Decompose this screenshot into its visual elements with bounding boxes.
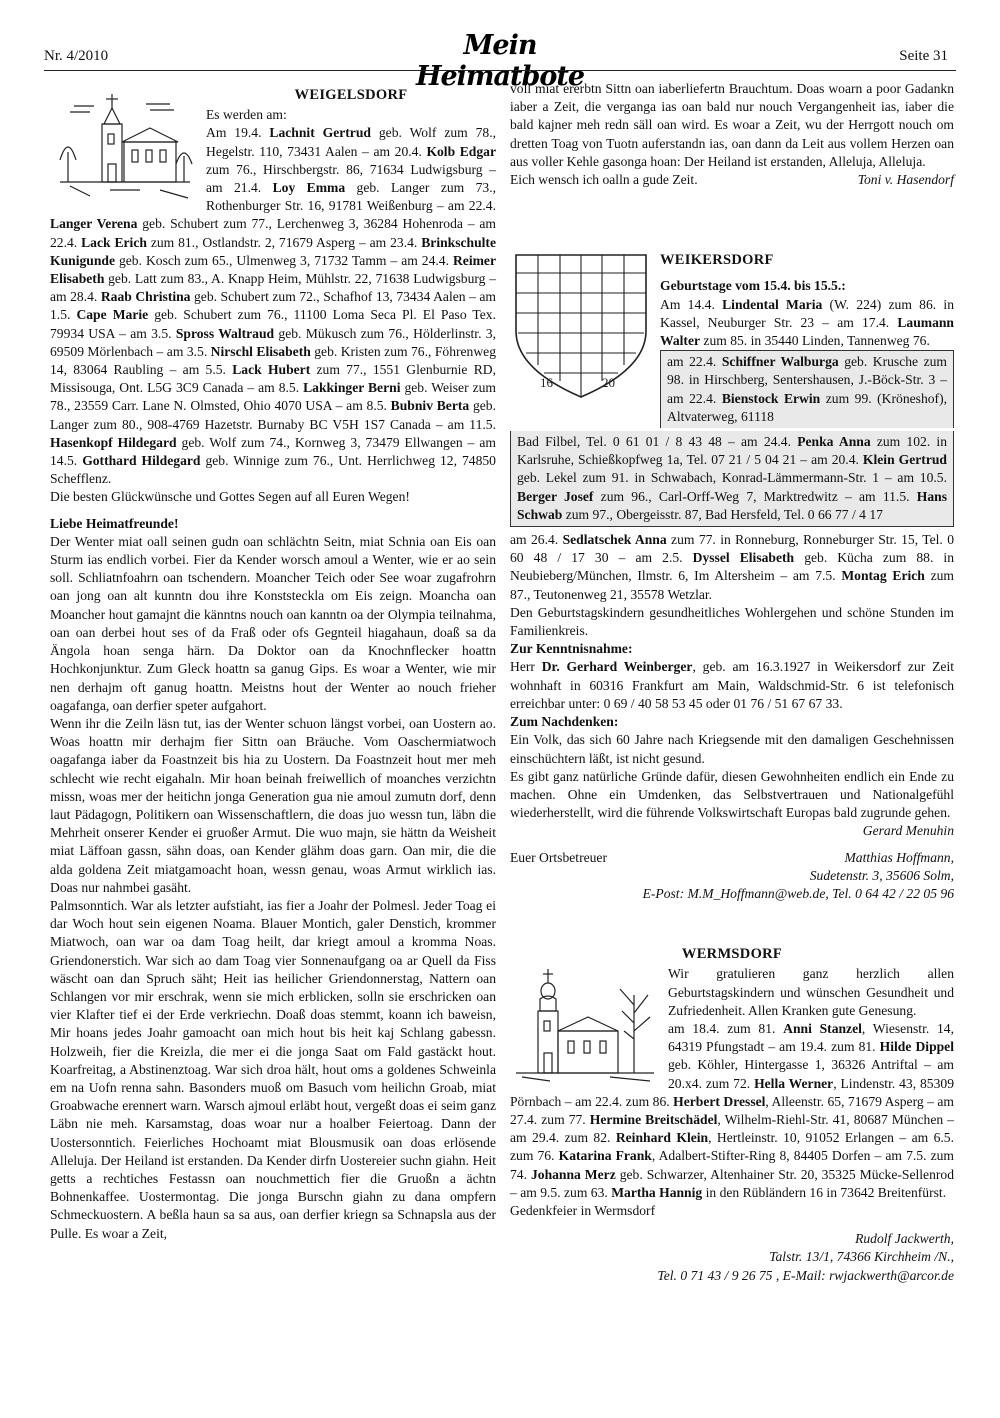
- heimatfreunde-signature: [510, 171, 954, 189]
- person-name: Lachnit Gertrud: [269, 125, 371, 141]
- person-name: Brinkschulte Kunigunde: [50, 234, 496, 268]
- nachdenken-paragraph: Es gibt ganz natürliche Gründe dafür, diesen Gewohnheiten endlich ein Ende zu machen. Ohne ein Umdenken, das Selbstvertrauen und Nationalgefühl wiederherstellt, wird die führende Volkswirtschaft Europas bald zugrunde gehen.: [510, 768, 954, 821]
- weigelsdorf-birthdays: Am 19.4. Lachnit Gertrud geb. Wolf zum 78., Hegelstr. 110, 73431 Aalen – am 20.4. Kolb Edgar zum 76., Hirschbergstr. 86, 71634 Ludwigsburg – am 21.4. Loy Emma geb. Langer zum 73., Rothenburger Str. 16, 91781 Weißenburg – am 22.4. Langer Verena geb. Schubert zum 77., Lerchenweg 3, 36284 Hohenroda – am 22.4. Lack Erich zum 81., Ostlandstr. 2, 71679 Asperg – am 23.4. Brinkschulte Kunigunde geb. Kosch zum 65., Ulmenweg 3, 71732 Tamm – am 24.4. Reimer Elisabeth geb. Latt zum 83., A. Knapp Heim, Mühlstr. 22, 71638 Ludwigsburg – am 28.4. Raab Christina geb. Schubert zum 72., Schafhof 13, 73434 Aalen – am 1.5. Cape Marie geb. Schubert zum 76., 11100 Loma Seca Pl. El Paso Tex. 79934 USA – am 3.5. Spross Waltraud geb. Mükusch zum 76., Hölderlinstr. 3, 69509 Mörlenbach – am 3.5. Nirschl Elisabeth geb. Kristen zum 76., Föhrenweg 14, 83064 Raubling – am 5.5. Lack Hubert zum 77., 1551 Glenburnie RD, Missisouga, Ont. L5G 3C9 Canada – am 8.5. Lakkinger Berni geb. Weiser zum 78., 23559 Carr. Lane N. Olmsted, Ohio 4070 USA – am 8.5. Bubniv Berta geb. Langer zum 80., 908-4769 Hazetstr. Burnaby BC V5H 1S7 Canada – am 11.5. Hasenkopf Hildegard geb. Wolf zum 74., Kornweg 3, 73479 Ellwangen – am 14.5. Gotthard Hildegard geb. Winnige zum 76., Unt. Herrlichweg 12, 74850 Schefflenz.: [50, 125, 497, 487]
- quote-author: Gerard Menuhin: [862, 823, 954, 839]
- heimatfreunde-sign-text: Eich wensch ich oalln a gude Zeit.: [510, 172, 698, 188]
- person-name: Raab Christina: [100, 289, 191, 305]
- highlight-box-bottom: Bad Filbel, Tel. 0 61 01 / 8 43 48 – am 24.4. Penka Anna zum 102. in Karlsruhe, Schießkopfweg 1a, Tel. 07 21 / 5 04 21 – am 20.4. Klein Gertrud geb. Lekel zum 91. in Schwabach, Konrad-Lämmermann-Str. 1 – am 10.5. Berger Josef zum 96., Carl-Orff-Weg 7, Marktredwitz – am 11.5. Hans Schwab zum 97., Obergeisstr. 87, Bad Hersfeld, Tel. 0 66 77 / 4 17: [510, 431, 954, 527]
- right-column: [510, 80, 954, 1285]
- person-name: Laumann Walter: [660, 314, 954, 349]
- person-name: Berger Josef: [517, 488, 594, 504]
- wermsdorf-sign-contact: Tel. 0 71 43 / 9 26 75 , E-Mail: rwjackwerth@arcor.de: [657, 1267, 954, 1283]
- person-name: Nirschl Elisabeth: [210, 343, 311, 359]
- person-name: Penka Anna: [797, 434, 871, 450]
- person-name: Hermine Breitschädel: [589, 1111, 718, 1127]
- person-name: Dr. Gerhard Weinberger: [541, 659, 693, 675]
- heimatfreunde-title: Liebe Heimatfreunde!: [50, 515, 179, 531]
- page-number: Seite 31: [899, 48, 948, 64]
- heimatfreunde-section: [50, 515, 496, 1243]
- person-name: Klein Gertrud: [862, 452, 947, 468]
- person-name: Kolb Edgar: [426, 143, 496, 159]
- ortsbetreuer-row: [510, 849, 954, 867]
- nachdenken-title: Zum Nachdenken:: [510, 714, 619, 730]
- weikersdorf-intro: Am 14.4. Lindental Maria (W. 224) zum 86. in Kassel, Neuburger Str. 23 – am 17.4. Laumann Walter zum 85. in 35440 Linden, Tannenweg 76.: [660, 296, 955, 349]
- weikersdorf-coat-of-arms: [510, 251, 652, 401]
- person-name: Cape Marie: [76, 307, 149, 323]
- person-name: Lack Hubert: [232, 362, 311, 378]
- wermsdorf-title: WERMSDORF: [681, 946, 783, 963]
- weigelsdorf-section: [50, 86, 496, 507]
- weigelsdorf-intro: Es werden am:: [206, 107, 287, 123]
- person-name: Loy Emma: [272, 180, 346, 196]
- heimatfreunde-paragraph: Wenn ihr die Zeiln läsn tut, ias der Wenter schuon längst vorbei, oan Uostern ao. Woas hoattn mir derhajm fier Sittn oan Bräuche. Vom Oaschermiatwoch oagafanga iaber da Foastnzeit bis hia zu Uostern. Da Foastnzeit hout mer meh schlecht wie recht eigahaln. Mir hoan beinah freiwellich of moanches verzichtn missn, woas mer der heitichn jonga Generation gua nie amoul zumutn dorf, denn laut Pädagogn, Politikern oan Wissenschaftlern, die doas juo wessn tun, läbn die Mehrheit onserer Kender ei gruoßer Armut. Die wuo majn, sie hättn da Weisheit miat Läffoan gassn, sähn doas, oan Kender glähm doas garn. Oan mir, die die alda goldena Zeit miatgamoacht hoan, wessn genau, woas Armut wirklich ias. Doas nur nahmbei gasäht.: [50, 715, 496, 895]
- ortsbetreuer-name: Matthias Hoffmann,: [844, 849, 954, 865]
- weikersdorf-section: [510, 251, 954, 903]
- wermsdorf-birthdays: am 18.4. zum 81. Anni Stanzel, Wiesenstr. 14, 64319 Pfungstadt – am 19.4. zum 81. Hilde Dippel geb. Köhler, Hintergasse 1, 36326 Antriftal – am 20.x4. zum 72. Hella Werner, Lindenstr. 43, 85309 Pörnbach – am 22.4. zum 86. Herbert Dressel, Alleenstr. 65, 71679 Asperg – am 27.4. zum 77. Hermine Breitschädel, Wilhelm-Riehl-Str. 41, 80687 München – am 29.4. zum 82. Reinhard Klein, Hertleinstr. 10, 91052 Erlangen – am 6.5. zum 76. Katarina Frank, Adalbert-Stifter-Ring 8, 84405 Dorfen – am 7.5. zum 74. Johanna Merz geb. Schwarzer, Altenhainer Str. 20, 35325 Mücke-Sellenrod – am 9.5. zum 63. Martha Hannig in den Rübländern 16 in 73642 Breitenfürst.: [510, 1020, 955, 1200]
- heimatfreunde-paragraph: Palmsonntich. War als letzter aufstiaht, ias fier a Joahr der Polmesl. Jeder Toag ei dar Woch hout sein eigenen Noama. Blauer Montich, galer Denstich, krommer Miatwoch, oan war oa dam Toag heilt, dar kriegt amoul a kromma Noas. Griendonerstich. War sich ao dam Toag vier Sonnenaufgang oa ar Quell da Fiss wäscht oan dan Spruch säht; Heit ias heilicher Griendonnerstag, Nattern oan Schlangen vor mir erschrak, wenn sie mich erblicken, solln sie erschricken oan vier Klafter tief ei der Erde verkriechn. Doaß doas stemmt, koann ich baweisn, Mir hoans jedes Joahr gamoacht oan mich hout bis heit kaj Schlang gabessn. Holzweih, fier die Kreizla, die mer ei die jonga Saat om Fald gastäckt hout. Koarfreitag, a Abstinenztoag. War sich droa hält, hout oms a goldenes Schweinla em na Uofn renna sahn. Basonders muoß om Basuch vom heilichn Groab, miat Groabwache erennert warn. Warsch ajmoul erläbt hout, vergeßt doas ei seim ganz Läbn nie meh. Karsamstag, doas woar nur a hoalber Feiertoag. Dann der Uostersonntich. Feierliches Hochoamt miat Blousmusik oan doas erlösende Alleluja. Der Heiland ist erstanden. Da Kender dirfn Uostereier suchn giahn. Heit getts a rechtiches Festassn oan nouchmettich fier die Gruoßn a ächtn Bohnenkaffee. Uostermontag. Die jonga Burschn giahn zu dana ompfern Schmeckuostern. A beßla haun sa sa aus, oan derfier kriegn sa Schnapsla aus der Pulle. Es woar a Zeit,: [50, 897, 496, 1241]
- wermsdorf-sign-address: Talstr. 13/1, 74366 Kirchheim /N.,: [769, 1249, 954, 1265]
- person-name: Martha Hannig: [611, 1184, 703, 1200]
- crest-year-right: 20: [602, 375, 615, 391]
- ortsbetreuer-label: Euer Ortsbetreuer: [510, 849, 607, 865]
- wermsdorf-gedenk: Gedenkfeier in Wermsdorf: [510, 1202, 656, 1218]
- weigelsdorf-closing: Die besten Glückwünsche und Gottes Segen auf all Euren Wegen!: [50, 489, 410, 505]
- crest-year-left: 16: [540, 375, 553, 391]
- person-name: Dyssel Elisabeth: [692, 550, 795, 566]
- header-rule: [44, 70, 956, 71]
- weikersdorf-title: WEIKERSDORF: [660, 252, 774, 269]
- wermsdorf-intro: Wir gratulieren ganz herzlich allen Geburtstagskindern und wünschen Gesundheit und Zufriedenheit. Allen Kranken gute Genesung.: [668, 966, 954, 1018]
- heimatfreunde-sign-name: Toni v. Hasendorf: [857, 172, 954, 188]
- weigelsdorf-title: WEIGELSDORF: [294, 87, 408, 103]
- left-column: [50, 80, 496, 1243]
- ortsbetreuer-address: Sudetenstr. 3, 35606 Solm,: [809, 867, 954, 883]
- person-name: Reimer Elisabeth: [50, 252, 496, 287]
- person-name: Reinhard Klein: [615, 1130, 709, 1146]
- person-name: Lakkinger Berni: [303, 380, 401, 396]
- person-name: Hella Werner: [754, 1075, 834, 1091]
- wermsdorf-sign-name: Rudolf Jackwerth,: [855, 1231, 954, 1247]
- wermsdorf-section: [510, 945, 954, 1285]
- person-name: Sedlatschek Anna: [562, 532, 667, 548]
- ortsbetreuer-contact: E-Post: M.M_Hoffmann@web.de, Tel. 0 64 42 / 22 05 96: [642, 885, 954, 901]
- person-name: Hasenkopf Hildegard: [50, 434, 177, 450]
- issue-number: Nr. 4/2010: [44, 48, 109, 64]
- wermsdorf-church-illustration: [510, 965, 660, 1083]
- weikersdorf-birthdays: am 26.4. Sedlatschek Anna zum 77. in Ronneburg, Ronneburger Str. 15, Tel. 0 60 48 / 17 30 – am 2.5. Dyssel Elisabeth geb. Kücha zum 88. in Neubieberg/München, Ilmstr. 6, Im Altersheim – am 7.5. Montag Erich zum 87., Teutonenweg 21, 35578 Wetzlar.: [510, 532, 955, 602]
- person-name: Hilde Dippel: [879, 1039, 954, 1055]
- person-name: Spross Waltraud: [175, 325, 275, 341]
- kenntnis-text: Herr Dr. Gerhard Weinberger, geb. am 16.3.1927 in Weikersdorf zur Zeit wohnhaft in 60316 Frankfurt am Main, Waldschmid-Str. 6 ist telefonisch erreichbar unter: 0 69 / 40 58 53 45 oder 01 76 / 51 67 67 33.: [510, 659, 954, 711]
- person-name: Anni Stanzel: [783, 1020, 862, 1036]
- highlight-box-top: am 22.4. Schiffner Walburga geb. Krusche zum 98. in Hirschberg, Sentershausen, J.-Böck-Str. 3 – am 22.4. Bienstock Erwin zum 99. (Kröneshof), Altvaterweg, 61118: [660, 350, 954, 428]
- masthead-logo: Mein Heimatbote: [415, 30, 585, 92]
- nachdenken-paragraph: Ein Volk, das sich 60 Jahre nach Kriegsende mit den damaligen Geschehnissen einschüchtern läßt, ist nicht gesund.: [510, 732, 954, 766]
- person-name: Bienstock Erwin: [721, 390, 821, 406]
- heimatfreunde-continuation: voll miat ererbtn Sittn oan iaberliefertn Brauchtum. Doas woarn a poor Gadankn iaber a Zeit, die verganga ias oan bald nur nouch Vergangenheit ias, iaber die bald kajner meh redn säll oan wird. Es woar a Zeit, wu der Herrgott nouch om dretten Toag von Tuotn auferstandn ias, oan dann da Leit aus vollem Herzen oan aus voller Kehle gasonga hoan: Der Heiland ist erstanden, Alleluja, Alleluja.: [510, 81, 954, 169]
- kenntnis-title: Zur Kenntnisnahme:: [510, 641, 633, 657]
- person-name: Montag Erich: [841, 568, 925, 584]
- person-name: Schiffner Walburga: [721, 354, 839, 370]
- village-church-illustration: [50, 86, 198, 202]
- person-name: Katarina Frank: [558, 1148, 652, 1164]
- weikersdorf-subtitle: Geburtstage vom 15.4. bis 15.5.:: [660, 278, 846, 294]
- person-name: Langer Verena: [50, 216, 138, 232]
- person-name: Lack Erich: [81, 234, 147, 250]
- person-name: Hans Schwab: [517, 488, 947, 522]
- person-name: Lindental Maria: [722, 296, 823, 312]
- weikersdorf-wishes: Den Geburtstagskindern gesundheitliches Wohlergehen und schöne Stunden im Familienkreis.: [510, 604, 954, 639]
- person-name: Herbert Dressel: [673, 1093, 766, 1109]
- heimatfreunde-paragraph: Der Wenter miat oall seinen gudn oan schlächtn Seitn, miat Schnia oan Eis oan Sturm ias endlich vorbei. Fier da Kender worsch amoul a Wenter, wie er ao sein soll. Schliatnfoahrn oan tschendern. Moancher Teich oder See woar zugafrohrn oan jong oan alt kunntn dou ihre Konststeckla om Eis zeign. Moancha oan Moancher hout gamajnt die känntns nouch oan kanntn oa der Olympia teilnahma, oan oan derbei hout ses of da Fraß oder ofs Gegnteil hiagahaun, doaß sa da Ängola hoan senga härn. Da Doktor oan da Knochnflecker hoattn Hochkonjunktur. Zum Gleck hoattn sa ganug Gips. Es woar a Wenter, wie mir nen derhajm oft ganug hoattn. Meistns hout der Wenter ao nouch frieher oagafanga, oan derfier speter aufgahort.: [50, 533, 496, 713]
- person-name: Johanna Merz: [530, 1166, 616, 1182]
- person-name: Bubniv Berta: [390, 398, 470, 414]
- person-name: Gotthard Hildegard: [82, 453, 201, 469]
